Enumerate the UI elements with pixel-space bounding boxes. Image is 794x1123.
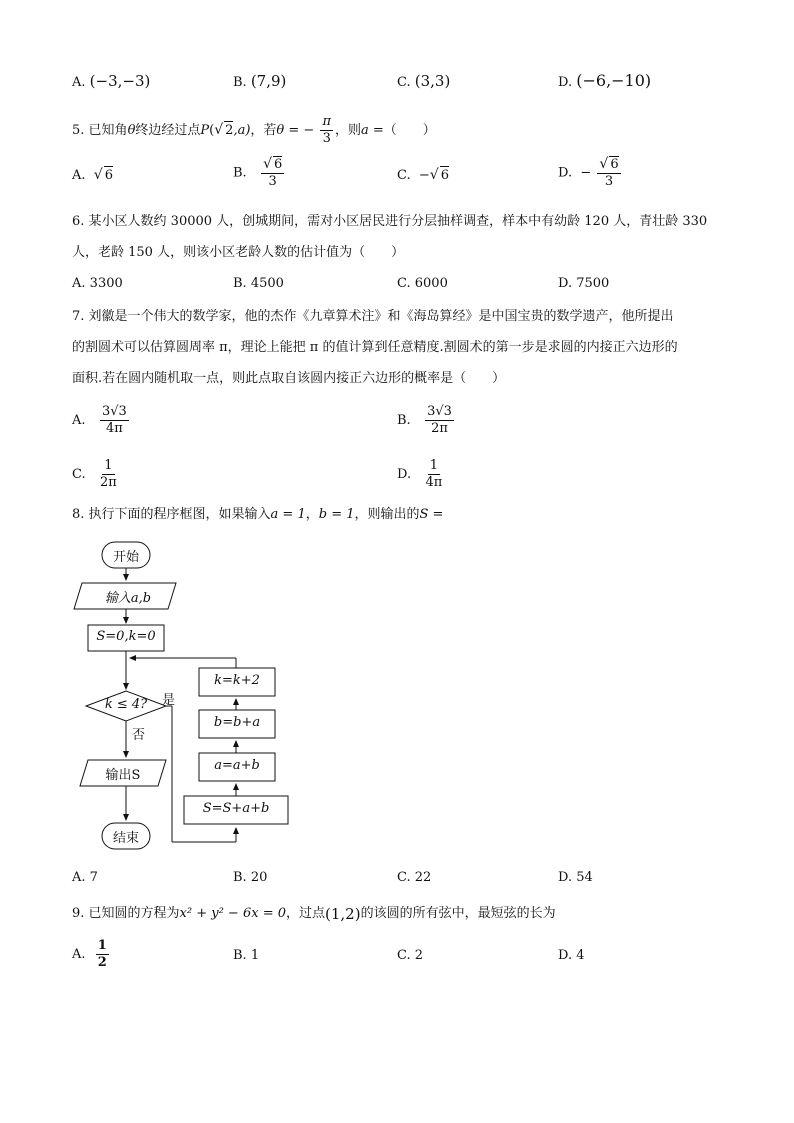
flow-end-label: 结束 (112, 831, 139, 846)
q6-option-a: A. 3300 (72, 276, 123, 291)
flow-k-update-label: k=k+2 (214, 673, 260, 688)
q7-line-2: 的割圆术可以估算圆周率 π，理论上能把 π 的值计算到任意精度.割圆术的第一步是求圆的内接正六边形的 (72, 340, 678, 355)
q8-option-c: C. 22 (397, 870, 432, 885)
flow-k-update-shape (199, 668, 275, 696)
q9-option-c: C. 2 (397, 948, 424, 963)
q8-option-d: D. 54 (558, 870, 593, 885)
q7-option-d: D. $\frac{1}{4\pi}$ (397, 458, 443, 490)
q4-option-b: B. (7,9) (233, 72, 287, 90)
q6-line-1: 6. 某小区人数约 30000 人，创城期间，需对小区居民进行分层抽样调查，样本中有幼龄 120 人，青壮龄 330 (72, 214, 708, 229)
flow-input-shape (74, 583, 176, 609)
q4-option-c: C. (3,3) (397, 72, 451, 90)
q7-option-a: A. $\frac{3√3}{4\pi}$ (72, 404, 127, 436)
flow-input-label: 输入a,b (104, 591, 152, 606)
q9-option-d: D. 4 (558, 948, 585, 963)
q9-stem: 9. 已知圆的方程为x² + y² − 6x = 0，过点(1,2)的该圆的所有弦中，最短弦的长为 (72, 905, 556, 923)
flow-s-update-label: S=S+a+b (202, 801, 270, 816)
q8-stem: 8. 执行下面的程序框图，如果输入a = 1，b = 1，则输出的S = (72, 507, 444, 522)
q5-option-a: A. √ 6 (72, 167, 113, 183)
q9-option-b: B. 1 (233, 948, 260, 963)
q9-option-a: A. $\frac{1}{2}$ (72, 938, 107, 970)
q7-option-c: C. $\frac{1}{2\pi}$ (72, 458, 117, 490)
flow-b-update-shape (199, 710, 275, 738)
q7-line-3: 面积.若在圆内随机取一点，则此点取自该圆内接正六边形的概率是（ ） (72, 371, 506, 386)
q8-option-a: A. 7 (72, 870, 98, 885)
flow-end-shape (102, 823, 150, 849)
q5-option-d: D. − $\frac{√ 6}{3}$ (558, 156, 619, 189)
flow-init-shape (88, 625, 164, 651)
flow-init-label: S=0,k=0 (96, 629, 156, 644)
q5-option-c: C. −√ 6 (397, 167, 449, 183)
flow-output-label: 输出S (105, 768, 141, 783)
q5-option-b: B. $\frac{√ 6}{3}$ (233, 156, 283, 189)
q6-option-c: C. 6000 (397, 276, 448, 291)
q6-option-d: D. 7500 (558, 276, 610, 291)
flow-b-update-label: b=b+a (213, 715, 261, 730)
flow-no-label: 否 (132, 728, 146, 743)
q4-option-a: A. (−3,−3) (72, 72, 151, 90)
flow-s-update-shape (184, 796, 288, 824)
flow-condition-label: k ≤ 4? (104, 697, 148, 712)
flow-yes-label: 是 (162, 693, 176, 708)
q6-line-2: 人，老龄 150 人，则该小区老龄人数的估计值为（ ） (72, 245, 405, 260)
q7-option-b: B. $\frac{3√3}{2\pi}$ (397, 404, 452, 436)
q8-option-b: B. 20 (233, 870, 268, 885)
flow-a-update-label: a=a+b (214, 758, 260, 773)
q6-option-b: B. 4500 (233, 276, 284, 291)
q5-stem: 5. 已知角θ终边经过点P(√ 2,a)，若θ = − $\frac{\pi}{3}$ ，则a =（ ） (72, 114, 436, 146)
flow-a-update-shape (199, 753, 275, 781)
flow-output-shape (80, 760, 166, 786)
q7-line-1: 7. 刘徽是一个伟大的数学家，他的杰作《九章算术注》和《海岛算经》是中国宝贵的数学遗产，他所提出 (72, 309, 674, 324)
flow-start-label: 开始 (112, 550, 139, 565)
q4-option-d: D. (−6,−10) (558, 71, 652, 90)
flow-condition-shape (86, 691, 166, 721)
flow-start-shape (102, 542, 150, 568)
